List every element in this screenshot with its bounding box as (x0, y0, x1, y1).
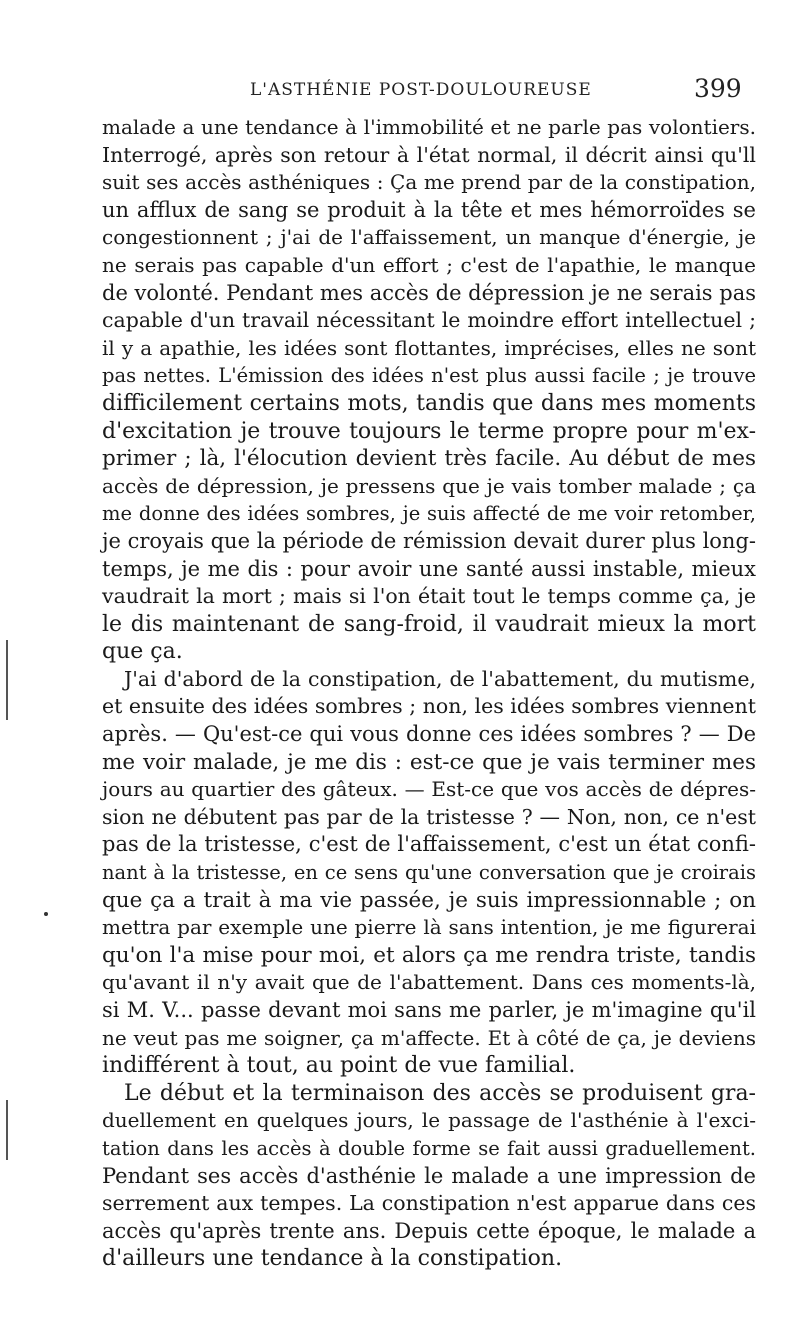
text-line: qu'avant il n'y avait que de l'abattement. Dans ces moments-là, (102, 970, 756, 995)
text-line: difficilement certains mots, tandis que dans mes moments (102, 390, 756, 416)
margin-rule-bottom (6, 1100, 8, 1160)
text-line: nant à la tristesse, en ce sens qu'une conversation que je croirais (102, 861, 756, 885)
text-line: accès de dépression, je pressens que je vais tomber malade ; ça (102, 473, 756, 498)
margin-dot (44, 912, 48, 916)
paragraph-2 (102, 666, 756, 1080)
text-line: congestionnent ; j'ai de l'affaissement, un manque d'énergie, je (102, 225, 756, 250)
text-line: ne veut pas me soigner, ça m'affecte. Et à côté de ça, je deviens (102, 1025, 756, 1050)
text-line: de volonté. Pendant mes accès de dépression je ne serais pas (102, 280, 756, 305)
text-line: me donne des idées sombres, je suis affecté de me voir retomber, (102, 502, 756, 526)
text-line: pas de la tristesse, c'est de l'affaissement, c'est un état confi- (102, 832, 756, 857)
margin-rule-top (6, 640, 8, 720)
text-line: un afflux de sang se produit à la tête et mes hémorroïdes se (102, 197, 756, 222)
text-line: tation dans les accès à double forme se fait aussi graduellement. (102, 1136, 756, 1160)
text-line: le dis maintenant de sang-froid, il vaudrait mieux la mort (102, 611, 756, 637)
text-line: serrement aux tempes. La constipation n'est apparue dans ces (102, 1191, 756, 1216)
text-line: accès qu'après trente ans. Depuis cette époque, le malade a (102, 1218, 756, 1243)
text-line: malade a une tendance à l'immobilité et ne parle pas volontiers. (102, 115, 756, 139)
text-line: mettra par exemple une pierre là sans intention, je me figurerai (102, 915, 756, 940)
text-line: et ensuite des idées sombres ; non, les idées sombres viennent (102, 694, 756, 719)
text-line: après. — Qu'est-ce qui vous donne ces idées sombres ? — De (102, 722, 756, 747)
text-line: jours au quartier des gâteux. — Est-ce que vos accès de dépres- (102, 777, 756, 802)
text-line: sion ne débutent pas par de la tristesse ? — Non, non, ce n'est (102, 804, 756, 829)
text-line: J'ai d'abord de la constipation, de l'abattement, du mutisme, (124, 666, 756, 691)
text-line: vaudrait la mort ; mais si l'on était tout le temps comme ça, je (102, 584, 756, 609)
text-line: duellement en quelques jours, le passage de l'asthénie à l'exci- (102, 1108, 756, 1133)
text-line: d'ailleurs une tendance à la constipation. (102, 1246, 563, 1272)
text-line: je croyais que la période de rémission devait durer plus long- (102, 528, 756, 553)
text-line: Pendant ses accès d'asthénie le malade a une impression de (102, 1163, 756, 1188)
text-line: capable d'un travail nécessitant le moindre effort intellectuel ; (102, 308, 756, 333)
text-line: Le début et la terminaison des accès se produisent gra- (124, 1080, 756, 1106)
text-line: qu'on l'a mise pour moi, et alors ça me rendra triste, tandis (102, 942, 756, 968)
text-line: indifférent à tout, au point de vue familial. (102, 1053, 576, 1079)
text-line: si M. V... passe devant moi sans me parler, je m'imagine qu'il (102, 998, 756, 1022)
text-line: primer ; là, l'élocution devient très facile. Au début de mes (102, 446, 756, 472)
text-line: suit ses accès asthéniques : Ça me prend par de la constipation, (102, 170, 756, 195)
text-line: ne serais pas capable d'un effort ; c'est de l'apathie, le manque (102, 252, 756, 277)
text-line: me voir malade, je me dis : est-ce que je vais terminer mes (102, 749, 756, 775)
running-head (0, 72, 800, 112)
text-line: que ça a trait à ma vie passée, je suis impressionnable ; on (102, 887, 756, 913)
paragraph-1 (102, 114, 756, 666)
text-line: il y a apathie, les idées sont flottantes, imprécises, elles ne sont (102, 335, 756, 360)
text-line: temps, je me dis : pour avoir une santé aussi instable, mieux (102, 556, 756, 581)
body-text (102, 114, 756, 1273)
text-line: pas nettes. L'émission des idées n'est plus aussi facile ; je trouve (102, 364, 756, 388)
text-line: d'excitation je trouve toujours le terme propre pour m'ex- (102, 418, 756, 444)
paragraph-3 (102, 1080, 756, 1273)
running-title: L'ASTHÉNIE POST-DOULOUREUSE (250, 80, 592, 100)
text-line: que ça. (102, 639, 183, 665)
text-line: Interrogé, après son retour à l'état normal, il décrit ainsi qu'll (102, 142, 756, 167)
page-number: 399 (694, 74, 742, 103)
